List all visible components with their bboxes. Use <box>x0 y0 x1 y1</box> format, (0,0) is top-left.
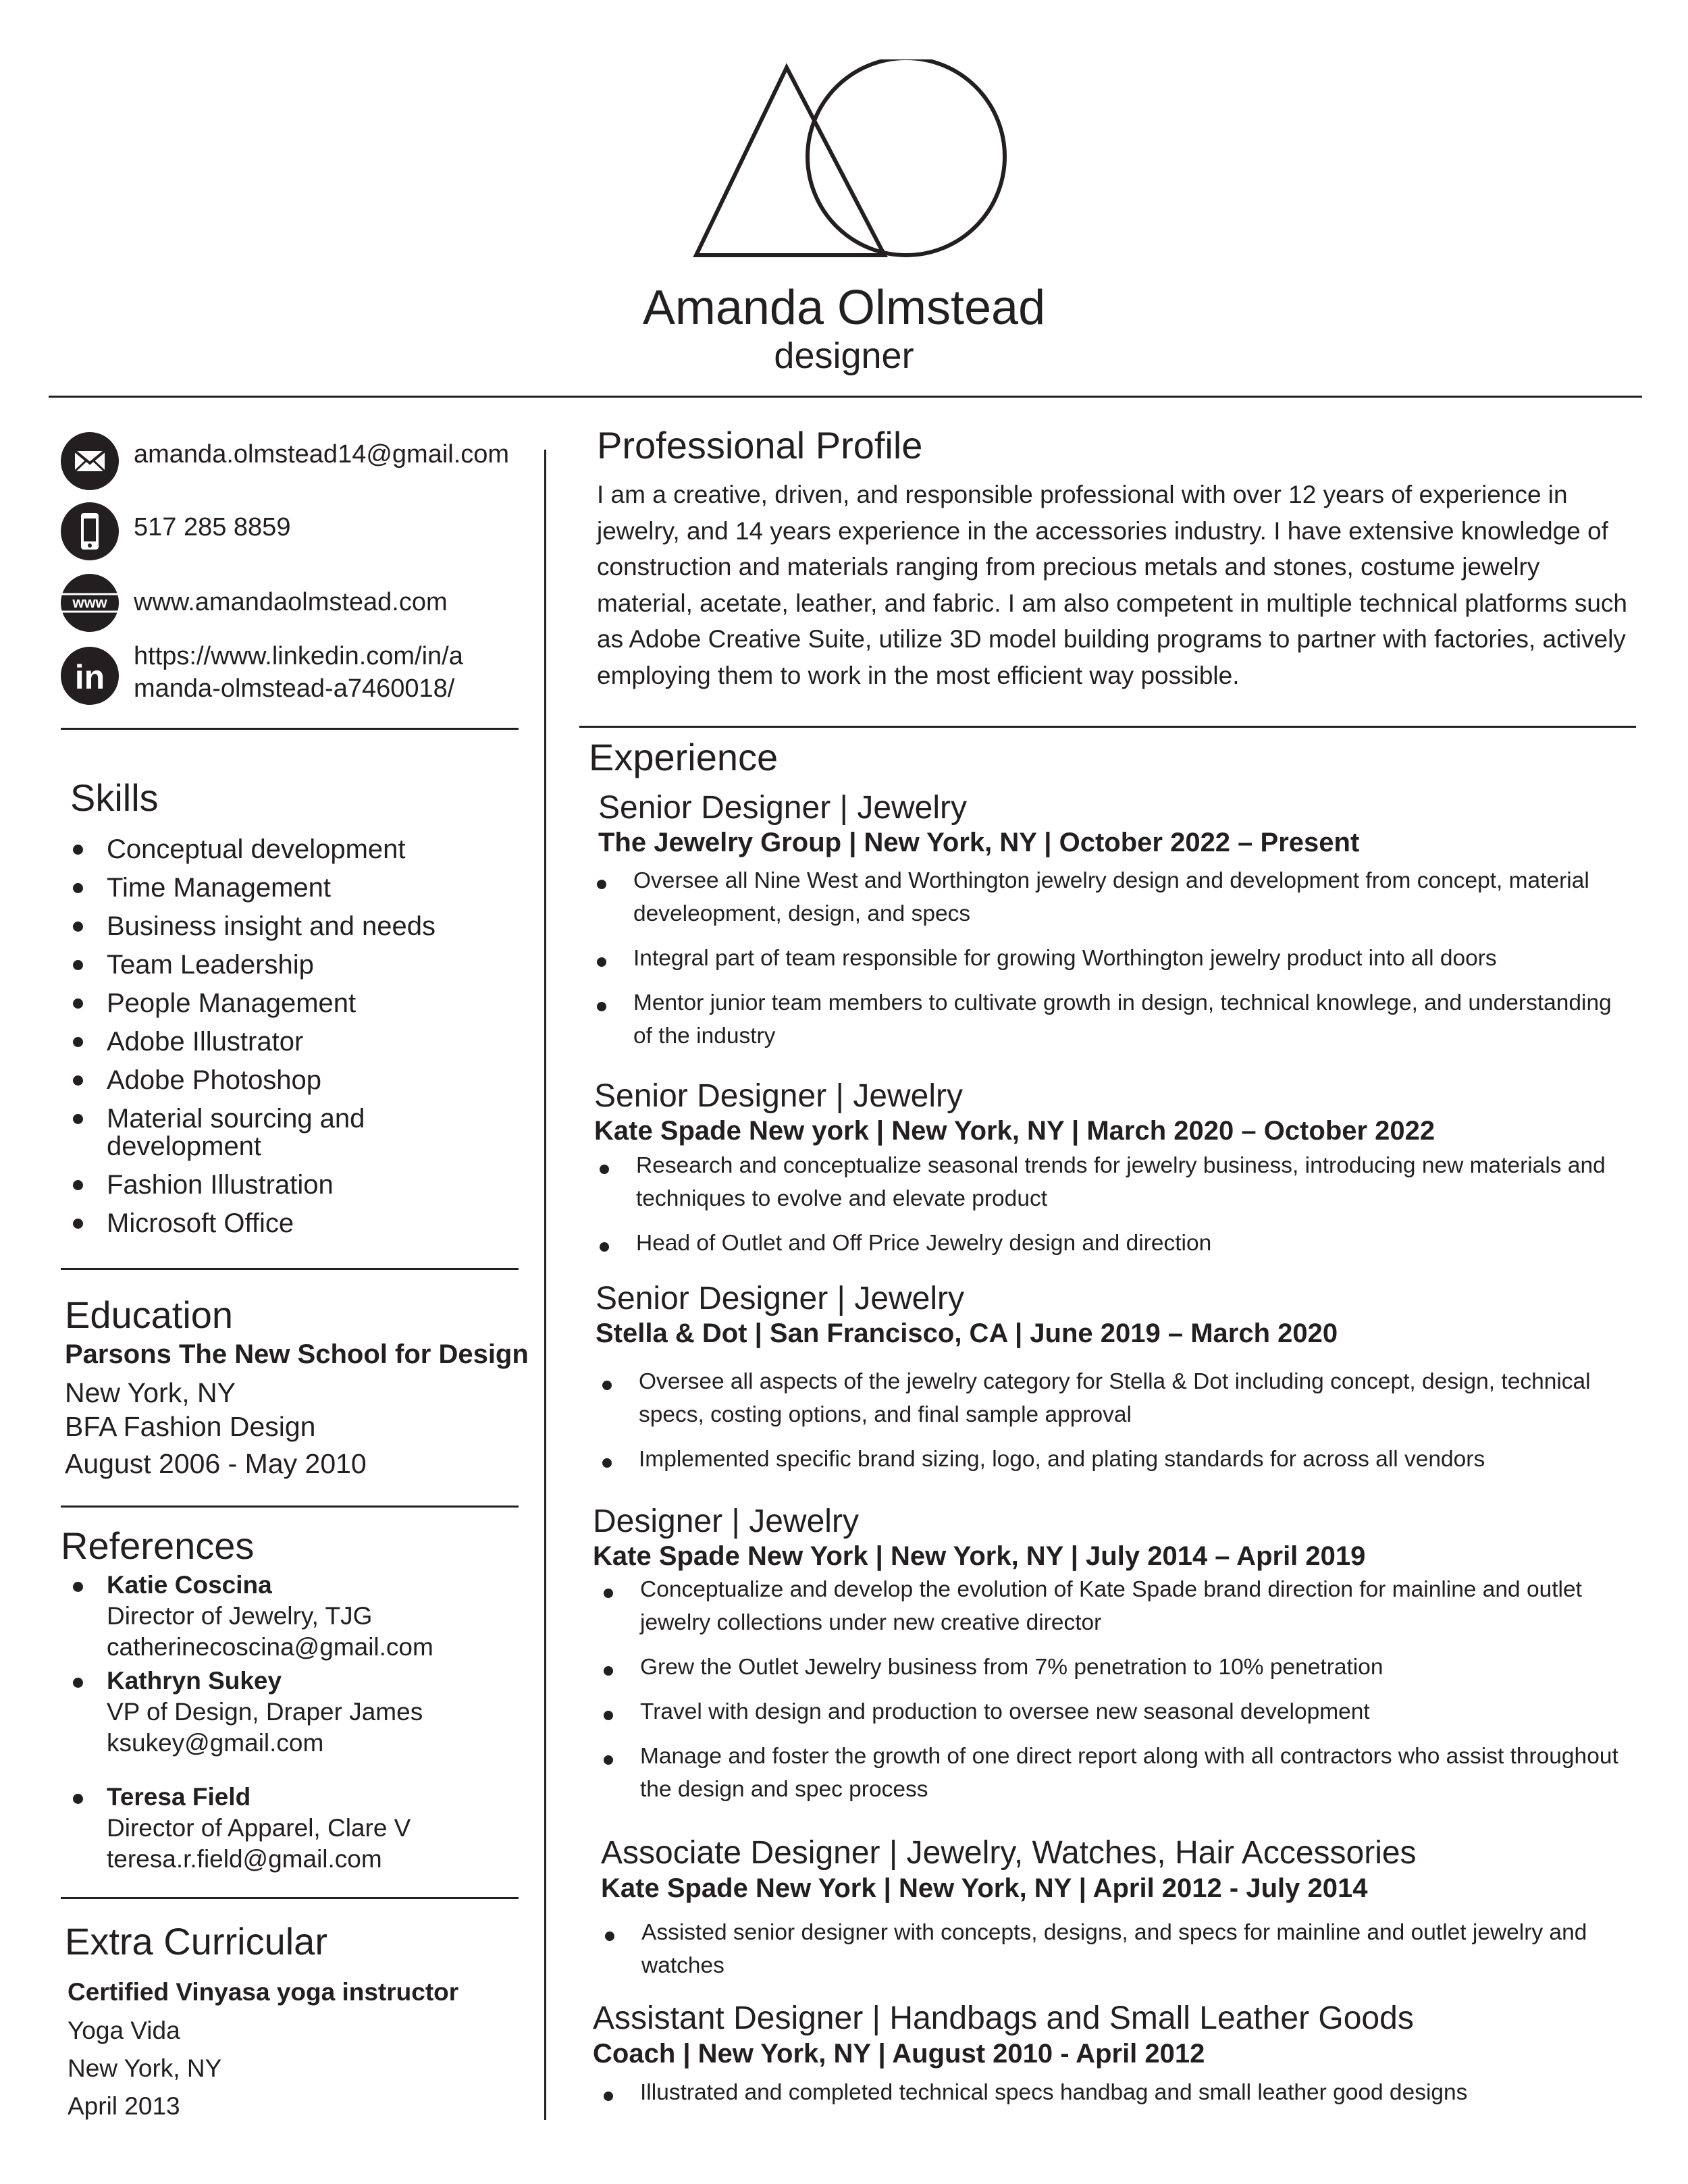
job-bullet: Oversee all Nine West and Worthington jewelry design and development from concept, material develeopment, design, and specs <box>593 864 1626 930</box>
job-title: Assistant Designer | Handbags and Small Leather Goods <box>593 2000 1414 2036</box>
email-icon <box>61 432 119 490</box>
job-bullet: Travel with design and production to oversee new seasonal development <box>600 1695 1619 1728</box>
reference-name: Kathryn Sukey <box>107 1667 282 1695</box>
column-divider <box>544 450 546 2120</box>
skill-item: Conceptual development <box>61 830 533 869</box>
extra-date: April 2013 <box>68 2092 180 2120</box>
reference-role: VP of Design, Draper James <box>107 1698 423 1726</box>
skills-divider <box>61 1268 519 1270</box>
education-location: New York, NY <box>65 1377 236 1408</box>
skill-item: Team Leadership <box>61 946 533 984</box>
reference-name: Katie Coscina <box>107 1571 272 1599</box>
profile-divider <box>579 726 1636 728</box>
job-bullets <box>600 1573 1619 1817</box>
skill-item: People Management <box>61 984 533 1023</box>
profile-text: I am a creative, driven, and responsible professional with over 12 years of experience in jewelry, and 14 years experience in the accessories industry. I have extensive knowledge of construction and materials ranging from precious metals and stones, costume jewelry material, acetate, leather, and fabric. I am also competent in multiple technical platforms such as Adobe Creative Suite, utilize 3D model building programs to partner with factories, actively employing them to work in the most efficient way possible. <box>597 481 1627 689</box>
website-icon-text: www <box>72 594 107 611</box>
extra-location: New York, NY <box>68 2054 222 2082</box>
phone-icon <box>61 502 119 560</box>
job-company: Coach | New York, NY | August 2010 - April 2012 <box>593 2039 1205 2069</box>
skill-item: Adobe Photoshop <box>61 1061 533 1100</box>
job-bullet: Implemented specific brand sizing, logo, and plating standards for across all vendors <box>598 1443 1611 1476</box>
job-bullet: Oversee all aspects of the jewelry category for Stella & Dot including concept, design, technical specs, costing options, and final sample approval <box>598 1365 1611 1431</box>
job-bullet: Conceptualize and develop the evolution of Kate Spade brand direction for mainline and outlet jewelry collections under new creative director <box>600 1573 1619 1639</box>
phone-number: 517 285 8859 <box>134 513 291 541</box>
skill-item: Material sourcing and development <box>61 1100 390 1166</box>
job-bullet: Assisted senior designer with concepts, designs, and specs for mainline and outlet jewelry and watches <box>601 1916 1641 1982</box>
job-company: Kate Spade New york | New York, NY | March 2020 – October 2022 <box>594 1116 1435 1146</box>
reference-name: Teresa Field <box>107 1783 251 1811</box>
job-title: Associate Designer | Jewelry, Watches, Hair Accessories <box>601 1835 1417 1871</box>
job-title: Designer | Jewelry <box>593 1503 859 1539</box>
job-title: Senior Designer | Jewelry <box>596 1281 965 1316</box>
reference-email: teresa.r.field@gmail.com <box>107 1845 382 1873</box>
job-bullets <box>593 864 1626 1064</box>
job-title: Senior Designer | Jewelry <box>594 1078 964 1114</box>
job-company: Kate Spade New York | New York, NY | April 2012 - July 2014 <box>601 1873 1368 1903</box>
linkedin-icon <box>61 647 119 705</box>
reference-item <box>61 1570 533 1663</box>
reference-item <box>61 1782 533 1875</box>
profile-heading: Professional Profile <box>597 424 923 467</box>
skill-item: Fashion Illustration <box>61 1166 533 1204</box>
email-link[interactable]: amanda.olmstead14@gmail.com <box>134 440 510 469</box>
reference-email: catherinecoscina@gmail.com <box>107 1633 433 1661</box>
candidate-title: designer <box>774 336 914 376</box>
job-company: Stella & Dot | San Francisco, CA | June 2019 – March 2020 <box>596 1319 1338 1348</box>
job-title: Senior Designer | Jewelry <box>598 790 968 826</box>
skill-item: Business insight and needs <box>61 907 533 946</box>
education-divider <box>61 1506 519 1508</box>
website-icon <box>61 574 119 632</box>
experience-heading: Experience <box>589 736 779 778</box>
references-divider <box>61 1897 519 1899</box>
candidate-name: Amanda Olmstead <box>642 281 1046 335</box>
job-bullets <box>601 1916 1641 1994</box>
education-heading: Education <box>65 1294 234 1336</box>
reference-item <box>61 1666 533 1759</box>
job-bullet: Head of Outlet and Off Price Jewelry design and direction <box>596 1227 1608 1260</box>
website-link[interactable]: www.amandaolmstead.com <box>134 588 448 616</box>
linkedin-link[interactable] <box>134 640 539 705</box>
job-company: The Jewelry Group | New York, NY | October 2022 – Present <box>598 828 1360 857</box>
logo-triangle-circle <box>689 59 1013 269</box>
job-bullets <box>596 1149 1608 1271</box>
education-dates: August 2006 - May 2010 <box>65 1448 367 1479</box>
job-bullets <box>598 1365 1611 1487</box>
reference-role: Director of Apparel, Clare V <box>107 1814 411 1842</box>
extra-heading: Extra Curricular <box>65 1920 327 1963</box>
job-bullet: Illustrated and completed technical specs handbag and small leather good designs <box>600 2076 1633 2109</box>
extra-title: Certified Vinyasa yoga instructor <box>68 1978 459 2006</box>
linkedin-url-line2: manda-olmstead-a7460018/ <box>134 674 455 703</box>
skill-item: Adobe Illustrator <box>61 1023 533 1061</box>
references-heading: References <box>61 1524 255 1567</box>
job-company: Kate Spade New York | New York, NY | July 2014 – April 2019 <box>593 1541 1366 1571</box>
skill-item: Time Management <box>61 869 533 907</box>
education-school: Parsons The New School for Design <box>65 1339 529 1369</box>
extra-place: Yoga Vida <box>68 2017 180 2044</box>
education-degree: BFA Fashion Design <box>65 1411 316 1442</box>
job-bullet: Research and conceptualize seasonal trends for jewelry business, introducing new materials and techniques to evolve and elevate product <box>596 1149 1608 1215</box>
references-list <box>61 1570 533 1875</box>
header-divider <box>49 396 1642 398</box>
skill-item: Microsoft Office <box>61 1204 533 1243</box>
job-bullets <box>600 2076 1633 2121</box>
job-bullet: Manage and foster the growth of one direct report along with all contractors who assist throughout the design and spec process <box>600 1740 1619 1806</box>
linkedin-icon-text: in <box>74 658 105 696</box>
job-bullet: Grew the Outlet Jewelry business from 7% penetration to 10% penetration <box>600 1651 1619 1684</box>
reference-email: ksukey@gmail.com <box>107 1729 324 1757</box>
job-bullet: Integral part of team responsible for growing Worthington jewelry product into all doors <box>593 942 1626 975</box>
skills-heading: Skills <box>70 776 159 819</box>
reference-role: Director of Jewelry, TJG <box>107 1602 373 1630</box>
contact-divider <box>61 728 519 730</box>
job-bullet: Mentor junior team members to cultivate growth in design, technical knowlege, and understanding of the industry <box>593 986 1626 1053</box>
skills-list <box>61 830 533 1243</box>
linkedin-url-line1: https://www.linkedin.com/in/a <box>134 642 463 670</box>
